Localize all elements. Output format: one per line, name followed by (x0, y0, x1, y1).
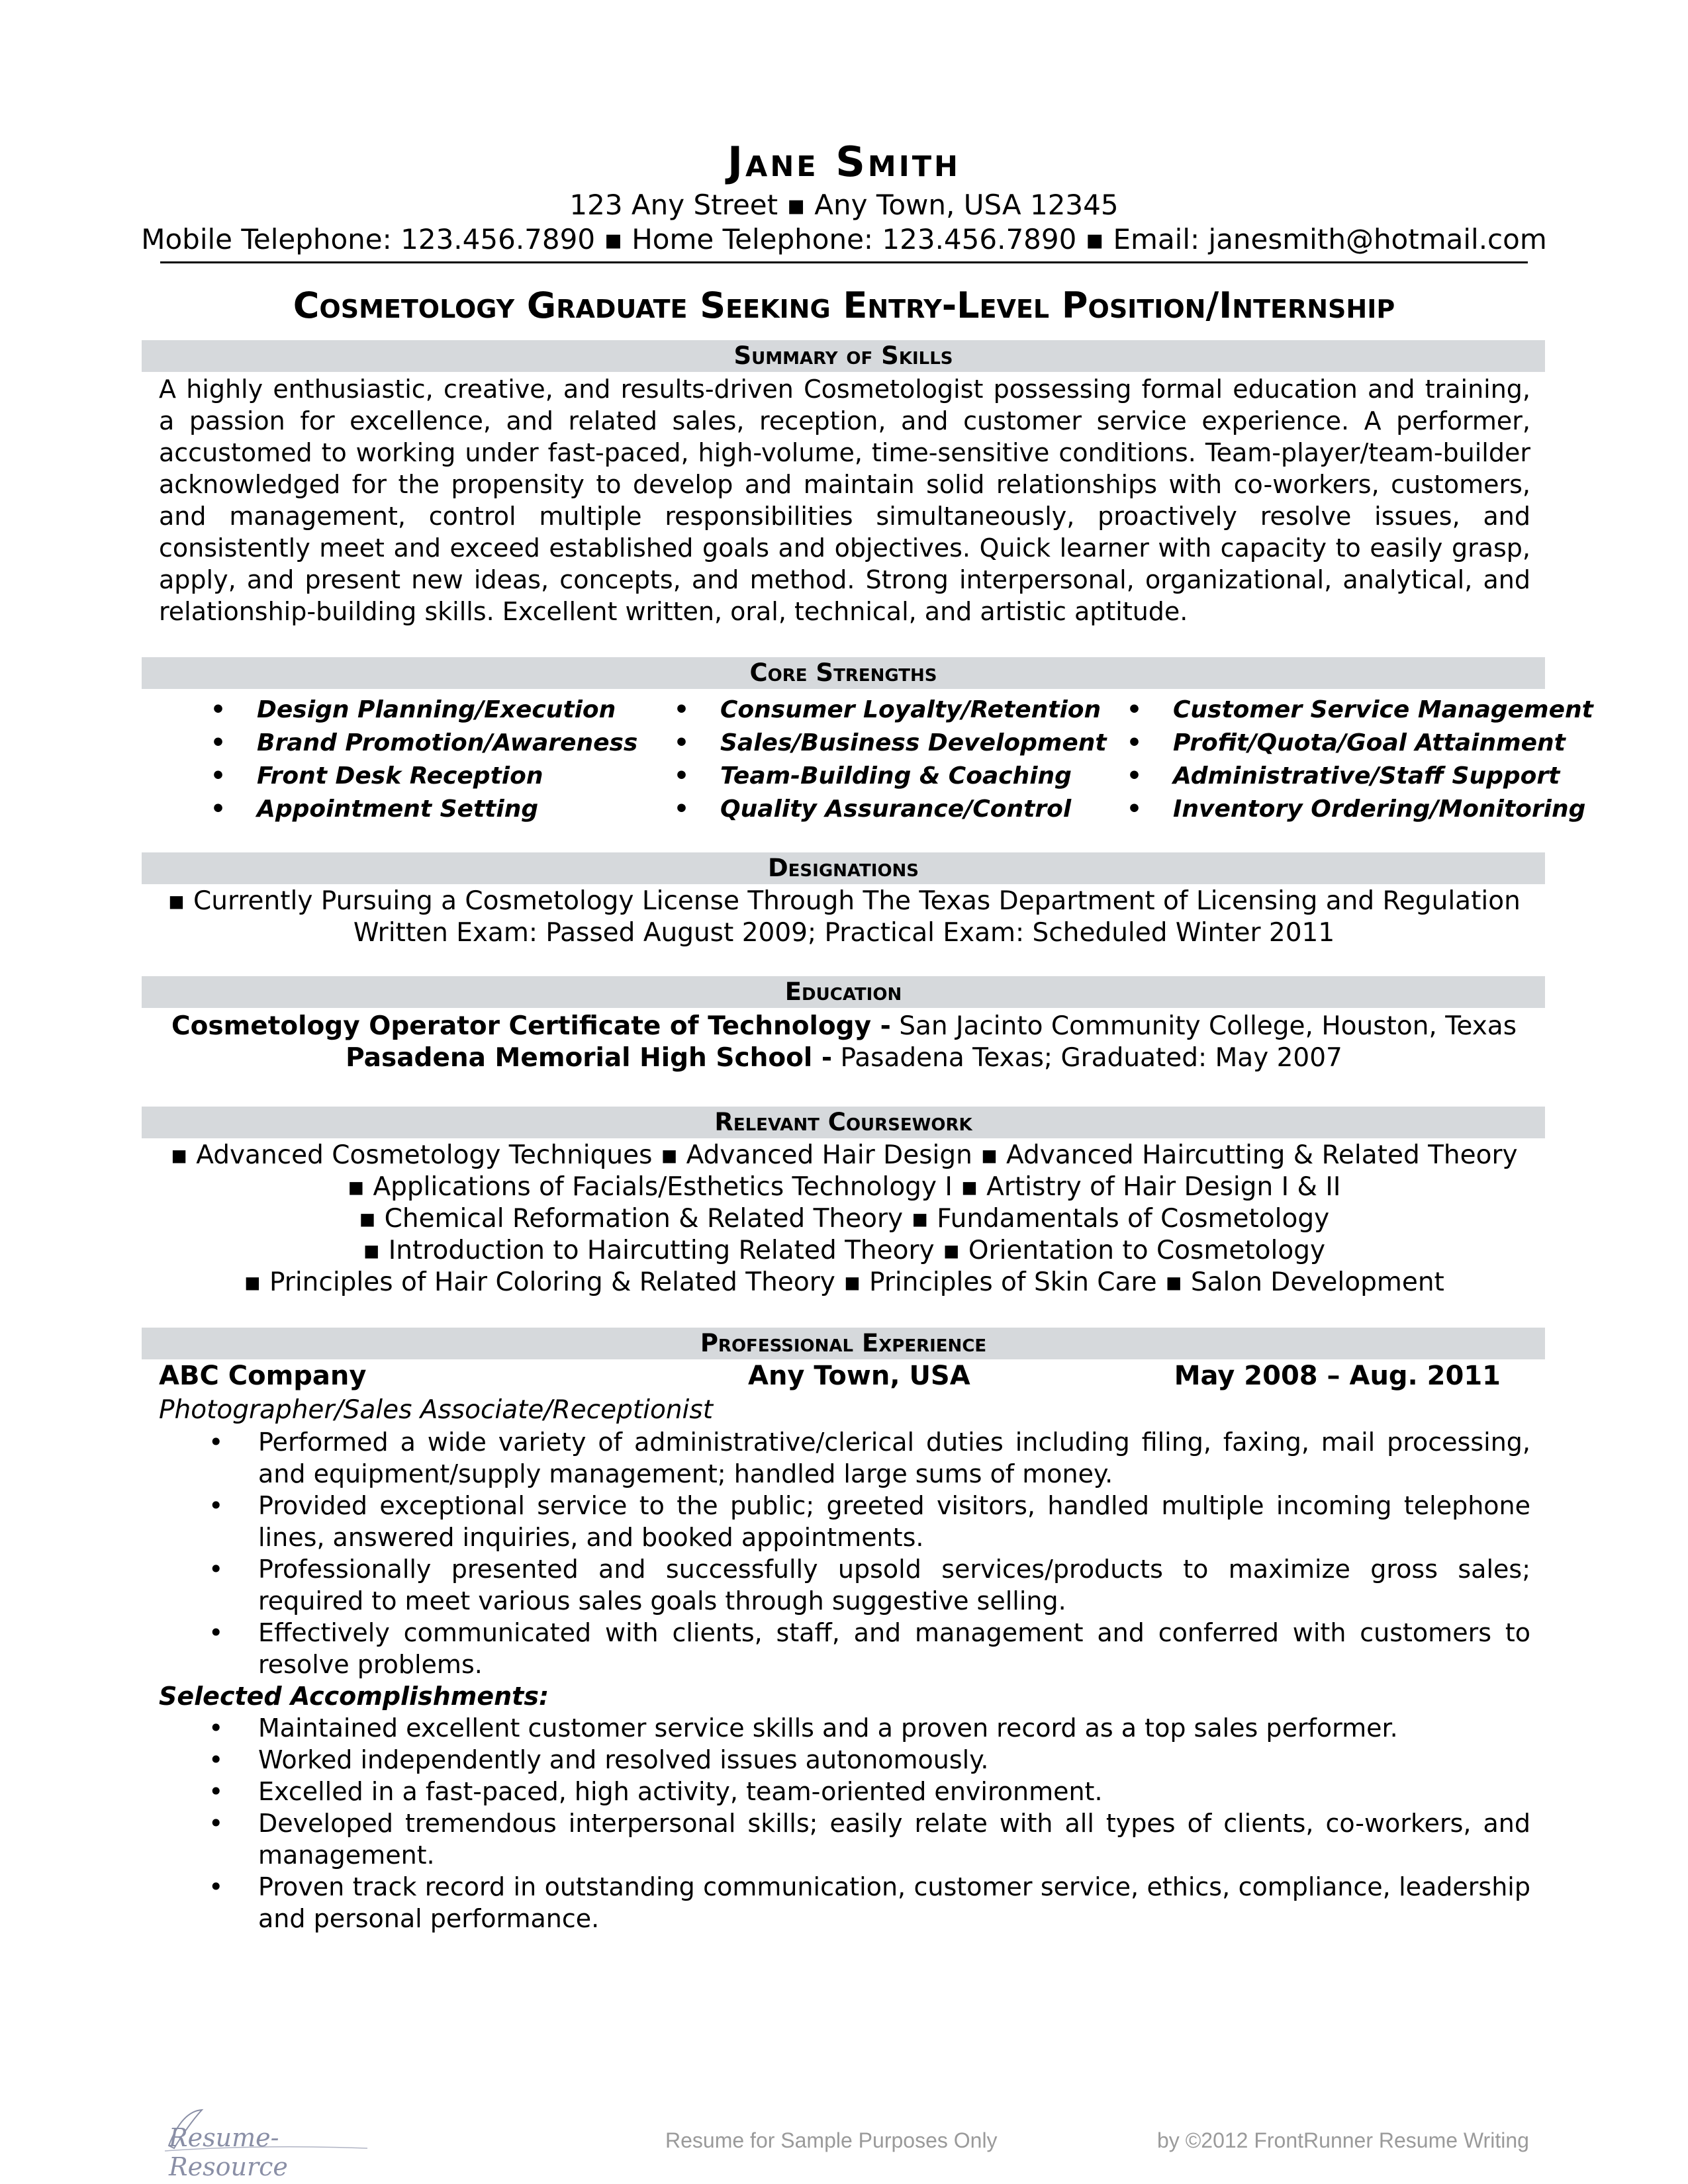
designation-line-2: Written Exam: Passed August 2009; Practical Exam: Scheduled Winter 2011 (353, 918, 1335, 948)
list-item: • Maintained excellent customer service skills and a proven record as a top sales performer. (209, 1713, 1398, 1743)
list-item: • Customer Service Management (1173, 694, 1593, 727)
summary-paragraph (159, 373, 1530, 627)
header-divider (160, 261, 1528, 263)
list-item: • Appointment Setting (257, 793, 637, 826)
core-strengths-heading: Core Strengths (749, 659, 937, 687)
core-strengths-column-3 (1127, 694, 1593, 826)
list-item: • Worked independently and resolved issues autonomously. (209, 1745, 989, 1774)
summary-heading: Summary of Skills (733, 341, 953, 370)
list-item: • Consumer Loyalty/Retention (720, 694, 1107, 727)
bullet-icon: • (209, 1491, 224, 1520)
bullet-icon: • (211, 696, 226, 723)
list-item: • Professionally presented and successfully upsold services/products to maximize gross sales; required to meet various sales goals through suggestive selling. (209, 1555, 1530, 1615)
summary-heading-band (142, 340, 1545, 372)
bullet-icon: • (209, 1428, 224, 1457)
coursework-heading: Relevant Coursework (714, 1108, 972, 1136)
experience-heading-band (142, 1328, 1545, 1359)
company-name: ABC Company (159, 1361, 367, 1391)
bullet-icon: • (209, 1872, 224, 1901)
bullet-icon: • (209, 1745, 224, 1774)
list-item: • Inventory Ordering/Monitoring (1173, 793, 1593, 826)
list-item: • Provided exceptional service to the public; greeted visitors, handled multiple incoming telephone lines, answered inquiries, and booked appointments. (209, 1491, 1530, 1552)
bullet-icon: • (1127, 796, 1143, 823)
duties-list (159, 1426, 1530, 1934)
list-item: • Profit/Quota/Goal Attainment (1173, 727, 1593, 760)
experience-heading: Professional Experience (700, 1329, 987, 1357)
education-entry-1 (0, 1011, 1688, 1042)
resume-resource-logo (156, 2105, 374, 2181)
job-header (159, 1361, 1530, 1392)
education-detail-1: San Jacinto Community College, Houston, Texas (890, 1011, 1517, 1041)
designation-line-1: ▪ Currently Pursuing a Cosmetology License Through The Texas Department of Licensing and Regulation (167, 886, 1521, 916)
footer-disclaimer: Resume for Sample Purposes Only (665, 2128, 998, 2152)
job-dates: May 2008 – Aug. 2011 (1174, 1361, 1501, 1391)
coursework-line: ▪ Introduction to Haircutting Related Theory ▪ Orientation to Cosmetology (362, 1236, 1326, 1265)
list-item: • Quality Assurance/Control (720, 793, 1107, 826)
list-item: • Design Planning/Execution (257, 694, 637, 727)
core-strengths-list (0, 694, 1688, 839)
list-item: • Developed tremendous interpersonal skills; easily relate with all types of clients, co-workers, and management. (209, 1809, 1530, 1870)
contact-line: Mobile Telephone: 123.456.7890 ▪ Home Telephone: 123.456.7890 ▪ Email: janesmith@hotmail.com (141, 223, 1547, 255)
list-item: • Effectively communicated with clients, staff, and management and conferred with customers to resolve problems. (209, 1618, 1530, 1679)
bullet-icon: • (674, 696, 690, 723)
designations-heading: Designations (767, 854, 919, 882)
list-item: • Excelled in a fast-paced, high activity, team-oriented environment. (209, 1777, 1103, 1806)
summary-text: A highly enthusiastic, creative, and results-driven Cosmetologist possessing formal education and training, a passion for excellence, and related sales, reception, and customer service experience. A performer, accustomed to working under fast-paced, high-volume, time-sensitive conditions. Team-player/team-builder acknowledged for the propensity to develop and maintain solid relationships with co-workers, customers, and management, control multiple responsibilities simultaneously, proactively resolve issues, and consistently meet and exceed established goals and objectives. Quick learner with capacity to easily grasp, apply, and present new ideas, concepts, and method. Strong interpersonal, organizational, analytical, and relationship-building skills. Excellent written, oral, technical, and artistic aptitude. (159, 375, 1530, 626)
education-detail-2: Pasadena Texas; Graduated: May 2007 (832, 1043, 1342, 1073)
bullet-icon: • (209, 1618, 224, 1647)
bullet-icon: • (1127, 696, 1143, 723)
bullet-icon: • (1127, 762, 1143, 790)
list-item: • Team-Building & Coaching (720, 760, 1107, 793)
address-line: 123 Any Street ▪ Any Town, USA 12345 (569, 189, 1119, 221)
list-item: • Proven track record in outstanding communication, customer service, ethics, compliance, leadership and personal performance. (209, 1872, 1530, 1933)
bullet-icon: • (1127, 729, 1143, 756)
job-title: Photographer/Sales Associate/Receptionist (159, 1395, 713, 1425)
education-heading: Education (784, 978, 902, 1006)
core-strengths-heading-band (142, 657, 1545, 689)
bullet-icon: • (211, 796, 226, 823)
list-item: • Administrative/Staff Support (1173, 760, 1593, 793)
designations-heading-band (142, 852, 1545, 884)
bullet-icon: • (209, 1777, 224, 1806)
coursework-line: ▪ Chemical Reformation & Related Theory ▪ Fundamentals of Cosmetology (358, 1204, 1330, 1234)
coursework-heading-band (142, 1107, 1545, 1138)
education-heading-band (142, 976, 1545, 1008)
bullet-icon: • (209, 1555, 224, 1584)
accomplishments-heading: Selected Accomplishments: (159, 1682, 549, 1711)
core-strengths-column-1 (211, 694, 638, 826)
list-item: • Front Desk Reception (257, 760, 637, 793)
bullet-icon: • (211, 762, 226, 790)
core-strengths-column-2 (674, 694, 1107, 826)
footer-copyright: by ©2012 FrontRunner Resume Writing (1157, 2128, 1529, 2152)
bullet-icon: • (674, 762, 690, 790)
list-item: • Performed a wide variety of administrative/clerical duties including filing, faxing, mail processing, and equipment/supply management; handled large sums of money. (209, 1428, 1530, 1488)
education-school-1: Cosmetology Operator Certificate of Technology - (171, 1011, 891, 1041)
list-item: • Sales/Business Development (720, 727, 1107, 760)
coursework-line: ▪ Principles of Hair Coloring & Related Theory ▪ Principles of Skin Care ▪ Salon Development (244, 1267, 1444, 1297)
bullet-icon: • (209, 1809, 224, 1838)
coursework-line: ▪ Advanced Cosmetology Techniques ▪ Advanced Hair Design ▪ Advanced Haircutting & Related Theory (170, 1140, 1518, 1170)
bullet-icon: • (211, 729, 226, 756)
job-location: Any Town, USA (748, 1361, 970, 1391)
coursework-line: ▪ Applications of Facials/Esthetics Technology I ▪ Artistry of Hair Design I & II (347, 1172, 1341, 1202)
education-entry-2 (0, 1042, 1688, 1074)
applicant-name: Jane Smith (727, 138, 961, 186)
education-school-2: Pasadena Memorial High School - (346, 1043, 833, 1073)
bullet-icon: • (674, 796, 690, 823)
logo-text: Resume-Resource (169, 2123, 288, 2181)
bullet-icon: • (674, 729, 690, 756)
bullet-icon: • (209, 1713, 224, 1743)
objective-title: Cosmetology Graduate Seeking Entry-Level Position/Internship (293, 285, 1395, 326)
list-item: • Brand Promotion/Awareness (257, 727, 637, 760)
